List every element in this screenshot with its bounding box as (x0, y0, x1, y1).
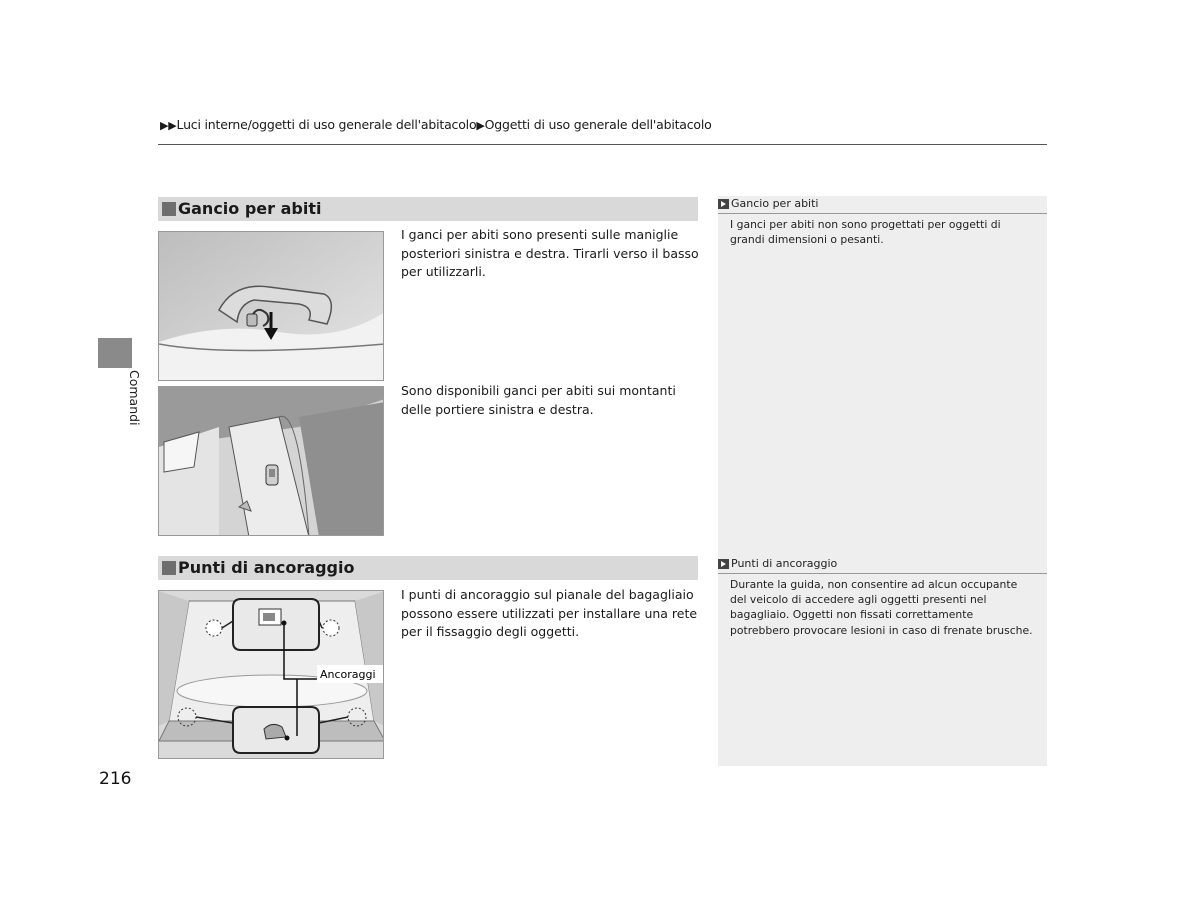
breadcrumb-item-2[interactable]: Oggetti di uso generale dell'abitacolo (484, 117, 712, 132)
note-text: I ganci per abiti non sono progettati per oggetti di grandi dimensioni o pesanti. (730, 218, 1001, 247)
section-paragraph: I ganci per abiti sono presenti sulle maniglie posteriori sinistra e destra. Tirarli verso il basso per utilizzarli. (401, 227, 699, 279)
note-title: Punti di ancoraggio (731, 557, 838, 570)
section-heading (158, 197, 698, 221)
figure-callout-label: Ancoraggi (320, 668, 376, 681)
note-reference-icon (718, 559, 729, 569)
chapter-tab-marker[interactable] (98, 338, 132, 368)
note-heading (718, 196, 1047, 214)
note-heading (718, 556, 1047, 574)
section-heading (158, 556, 698, 580)
door-pillar-coat-hook-illustration (158, 386, 384, 536)
breadcrumb-item-1[interactable]: Luci interne/oggetti di uso generale dell'abitacolo (176, 117, 477, 132)
note-title: Gancio per abiti (731, 197, 819, 210)
chapter-tab-label: Comandi (127, 370, 142, 426)
breadcrumb-arrow-icon: ▶▶ (160, 119, 177, 132)
breadcrumb (160, 117, 712, 132)
page-number: 216 (99, 769, 132, 789)
section-square-icon (162, 561, 176, 575)
coat-hook-grab-handle-illustration (158, 231, 384, 381)
section-title: Gancio per abiti (178, 199, 322, 218)
cargo-anchor-points-illustration (158, 590, 384, 759)
notes-panel (718, 196, 1047, 766)
section-paragraph: I punti di ancoraggio sul pianale del bagagliaio possono essere utilizzati per installare una rete per il fissaggio degli oggetti. (401, 587, 698, 639)
section-paragraph: Sono disponibili ganci per abiti sui montanti delle portiere sinistra e destra. (401, 383, 676, 417)
note-reference-icon (718, 199, 729, 209)
note-text: Durante la guida, non consentire ad alcun occupante del veicolo di accedere agli oggetti presenti nel bagagliaio. Oggetti non fissati correttamente potrebbero provocare lesioni in caso di frenate brusche. (730, 578, 1033, 637)
section-square-icon (162, 202, 176, 216)
section-title: Punti di ancoraggio (178, 558, 355, 577)
header-divider (158, 144, 1047, 145)
breadcrumb-arrow-icon: ▶ (476, 119, 485, 132)
